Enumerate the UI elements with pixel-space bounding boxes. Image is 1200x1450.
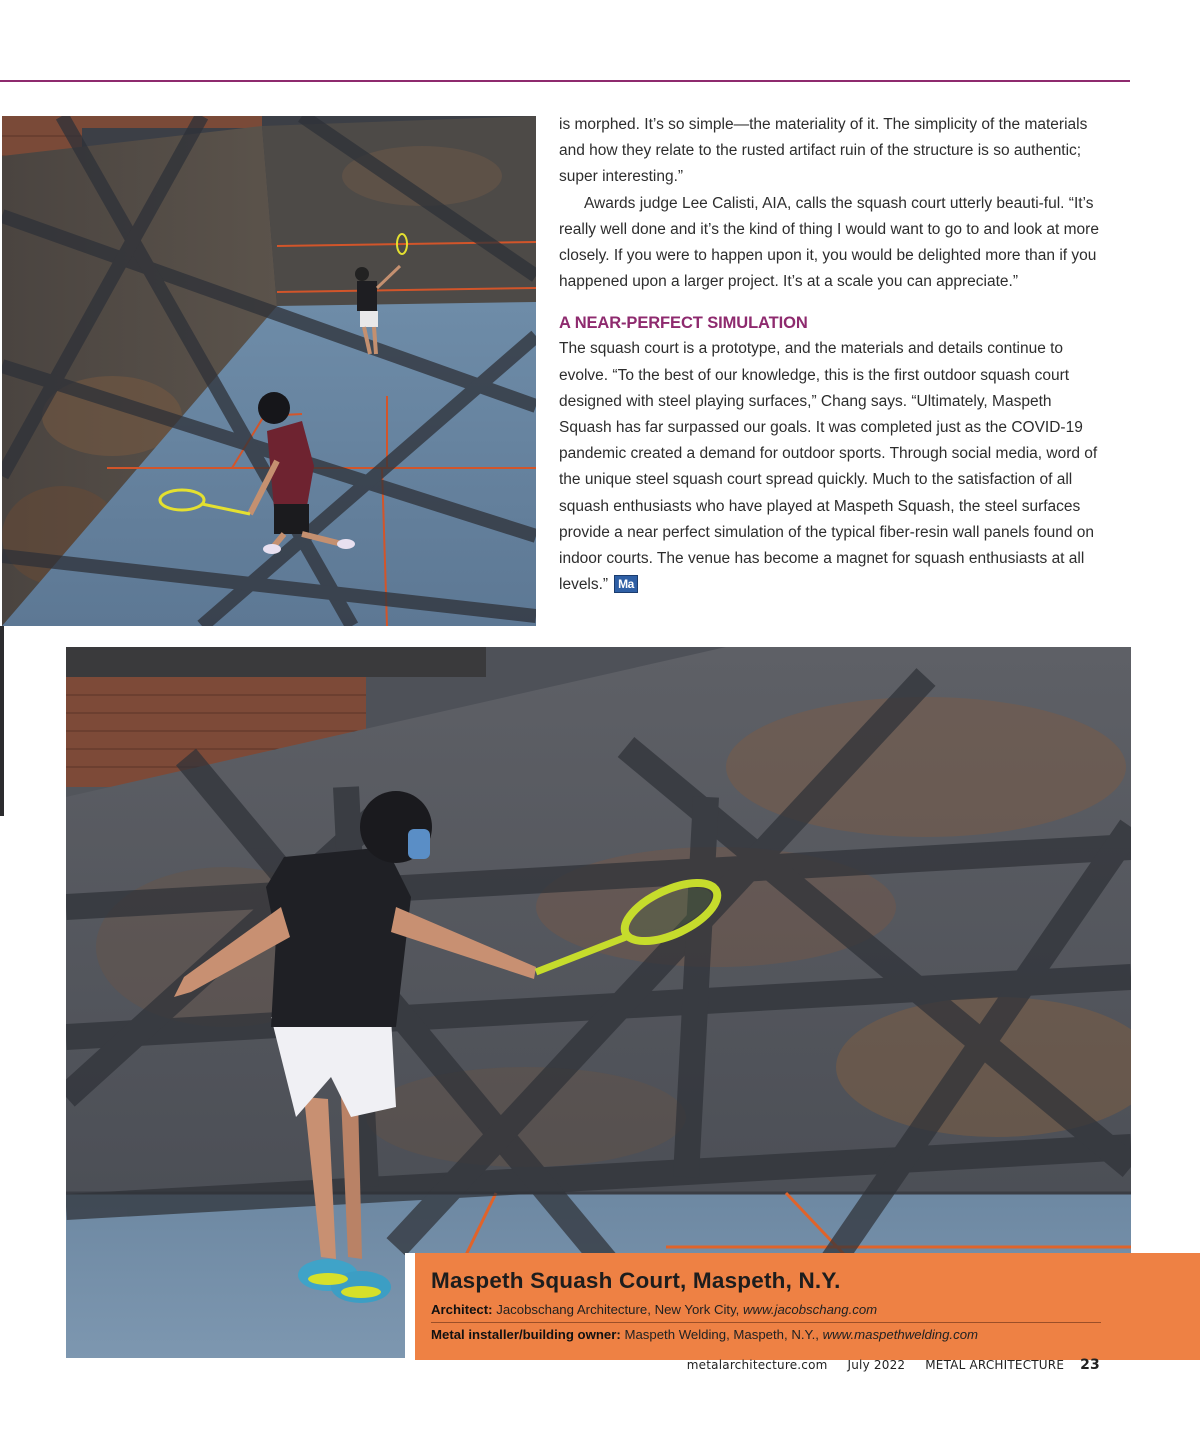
page-footer [600,1357,1100,1373]
end-mark-logo: Ma [614,575,638,593]
installer-label: Metal installer/building owner: [431,1327,621,1342]
caption-divider [431,1322,1101,1323]
footer-magazine: METAL ARCHITECTURE [925,1358,1065,1372]
architect-value: Jacobschang Architecture, New York City, [496,1302,740,1317]
article-paragraph [559,336,1104,598]
architect-label: Architect: [431,1302,493,1317]
section-heading: A NEAR-PERFECT SIMULATION [559,314,808,333]
header-rule [0,80,1130,82]
squash-court-aerial-photo [2,116,536,626]
caption-title: Maspeth Squash Court, Maspeth, N.Y. [431,1268,841,1293]
article-paragraph-text: The squash court is a prototype, and the materials and details continue to evolve. “To the best of our knowledge, this is the first outdoor squash court designed with steel playing surfaces,” Chang says. “Ultimately, Maspeth Squash has far surpassed our goals. It was completed just as the COVID-19 pandemic created a demand for outdoor sports. Through social media, word of the unique steel squash court spread quickly. Much to the satisfaction of all squash enthusiasts who have played at Maspeth Squash, the steel surfaces provide a near perfect simulation of the typical fiber-resin wall panels found on indoor courts. The venue has become a magnet for squash enthusiasts at all levels.” [559,340,1098,594]
squash-player-photo [66,647,1131,1358]
photo-edge-strip [0,626,4,816]
architect-url-link[interactable]: www.jacobschang.com [743,1302,878,1317]
article-paragraph: is morphed. It’s so simple—the materiality of it. The simplicity of the materials and how they relate to the rusted artifact ruin of the structure is so authentic; super interesting.” [559,116,1088,186]
footer-site[interactable]: metalarchitecture.com [686,1358,828,1372]
page-number: 23 [1080,1357,1100,1373]
installer-value: Maspeth Welding, Maspeth, N.Y., [624,1327,819,1342]
project-caption-box [405,1253,1200,1360]
installer-credit [431,1326,1101,1344]
architect-credit [431,1301,1101,1319]
footer-date: July 2022 [847,1358,906,1372]
article-body [559,112,1104,598]
caption-content [431,1265,1101,1344]
installer-url-link[interactable]: www.maspethwelding.com [822,1327,979,1342]
article-paragraph: Awards judge Lee Calisti, AIA, calls the squash court utterly beauti-ful. “It’s really well done and it’s the kind of thing I would want to go to and look at more closely. If you were to happen upon it, you would be delighted more than if you happened upon a larger project. It’s at a scale you can appreciate.” [559,194,1099,291]
